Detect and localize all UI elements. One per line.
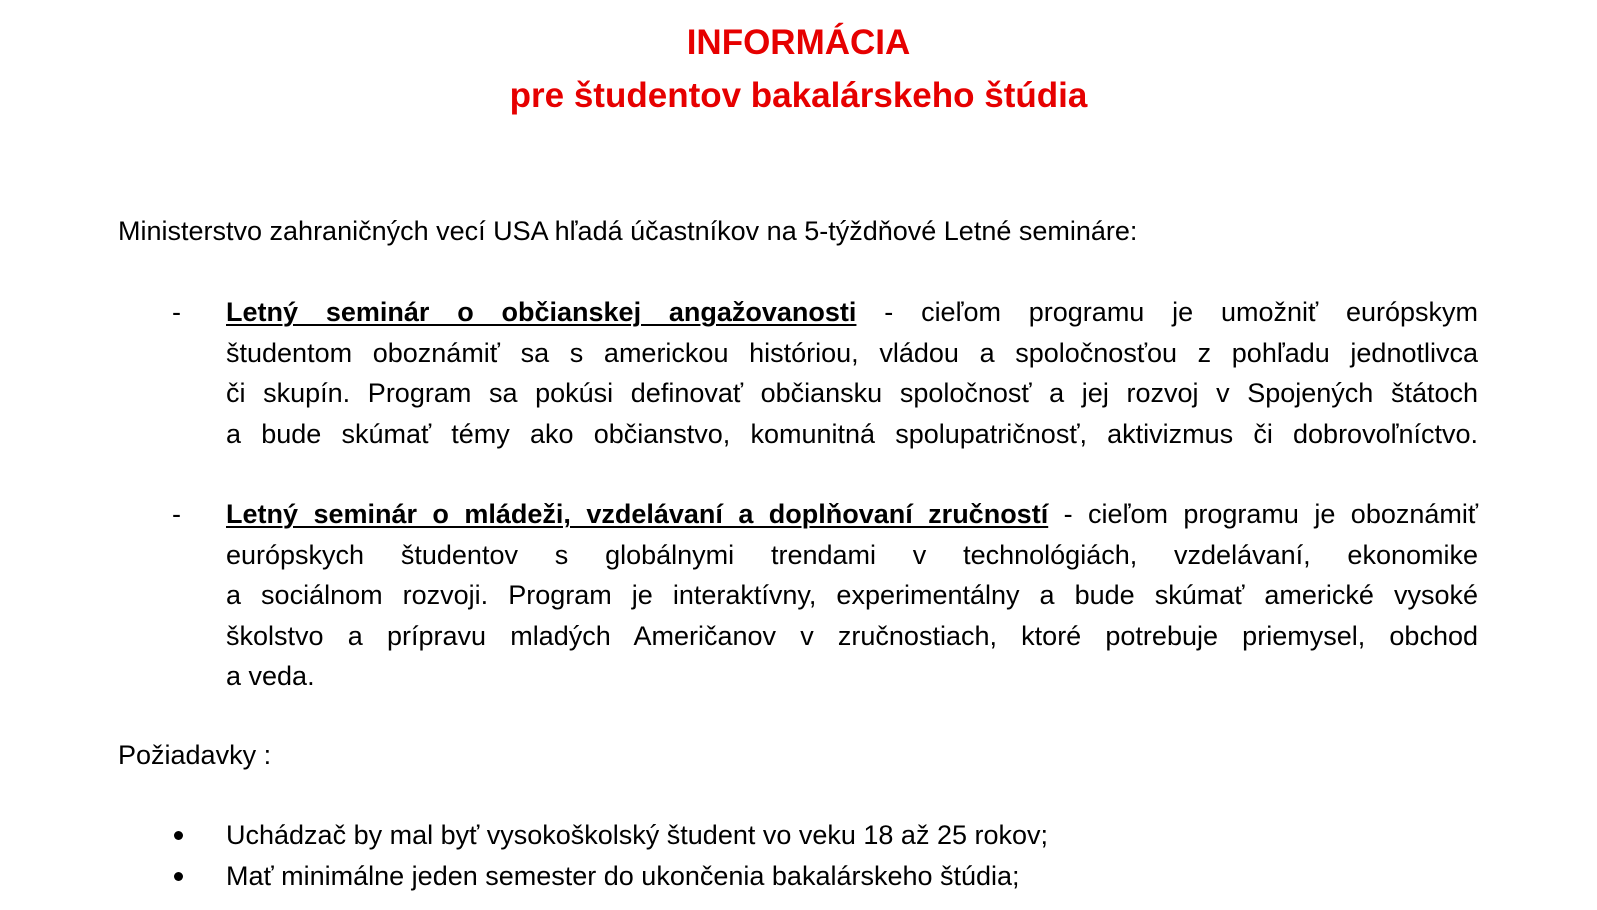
seminar-name: Letný seminár o mládeži, vzdelávaní a doplňovaní zručností [226,499,1049,529]
requirement-text: Mať minimálne jeden semester do ukončenia bakalárskeho štúdia; [226,860,1020,891]
seminar-description [226,292,1478,454]
seminar-line: európskych študentov s globálnymi trendami v technológiách, vzdelávaní, ekonomike [226,539,1478,570]
seminar-line [226,494,1478,535]
requirements-heading: Požiadavky : [118,740,272,770]
list-item [0,856,1597,897]
seminar-line [226,292,1478,333]
intro-paragraph: Ministerstvo zahraničných vecí USA hľadá účastníkov na 5-týždňové Letné semináre: [118,216,1138,246]
dash-marker: - [172,297,181,327]
seminar-line: a veda. [226,661,315,691]
document-title [0,16,1597,122]
requirement-text: Uchádzač by mal byť vysokoškolský študent vo veku 18 až 25 rokov; [226,820,1049,850]
seminar-line: študentom oboznámiť sa s americkou históriou, vládou a spoločnosťou z pohľadu jednotlivca [226,337,1478,368]
title-line-2: pre študentov bakalárskeho štúdia [509,76,1088,115]
bullet-icon [174,872,183,881]
seminar-name: Letný seminár o občianskej angažovanosti [226,297,857,327]
title-line-1: INFORMÁCIA [686,23,911,62]
seminar-line: a sociálnom rozvoji. Program je interaktívny, experimentálny a bude skúmať americké vysoké [226,580,1478,610]
requirements-list [0,815,1597,896]
list-item [0,815,1597,856]
seminar-description [226,494,1478,697]
seminar-line: školstvo a prípravu mladých Američanov v zručnostiach, ktoré potrebuje priemysel, obchod [226,620,1478,651]
seminar-line: a bude skúmať témy ako občianstvo, komunitná spolupatričnosť, aktivizmus či dobrovoľníctvo. [226,418,1478,449]
seminar-line-text: - cieľom programu je oboznámiť [1048,499,1479,529]
seminar-line: či skupín. Program sa pokúsi definovať občiansku spoločnosť a jej rozvoj v Spojených štátoch [226,378,1478,408]
dash-marker: - [172,499,181,529]
bullet-icon [174,831,183,840]
seminar-line-text: - cieľom programu je umožniť európskym [856,297,1479,327]
